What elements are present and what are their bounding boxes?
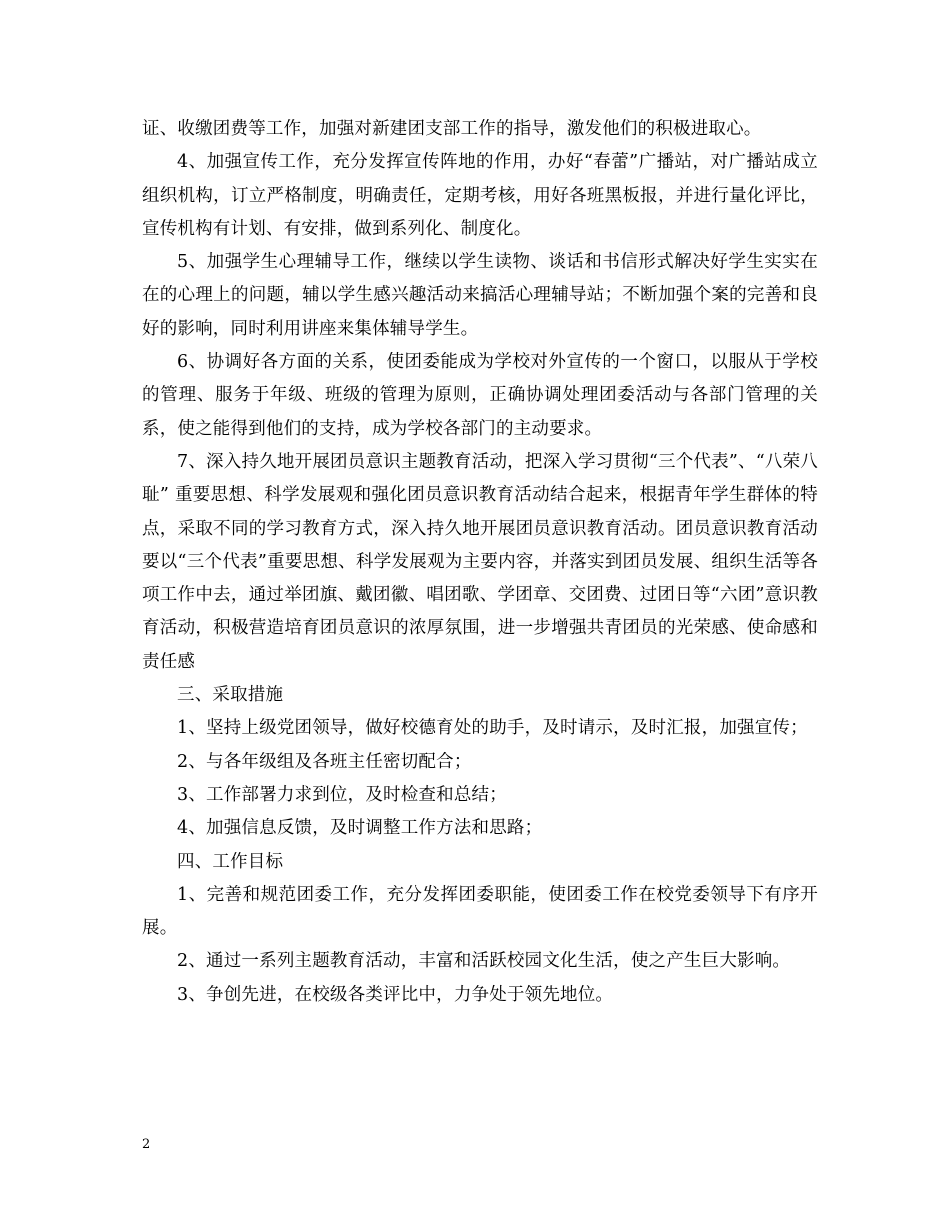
- goal-item-3: 3、争创先进，在校级各类评比中，力争处于领先地位。: [177, 984, 614, 1005]
- paragraph-item-5-counseling: 5、加强学生心理辅导工作，继续以学生读物、谈话和书信形式解决好学生实实在在的心理上的问题，辅以学生感兴趣活动来搞活心理辅导站；不断加强个案的完善和良好的影响，同时利用讲座来集体辅导学生。: [142, 252, 818, 339]
- section-heading-goals: 四、工作目标: [177, 851, 284, 872]
- measure-item-1: 1、坚持上级党团领导，做好校德育处的助手，及时请示，及时汇报，加强宣传；: [177, 718, 808, 739]
- page-number: 2: [142, 1137, 151, 1152]
- goal-item-1: 1、完善和规范团委工作，充分发挥团委职能，使团委工作在校党委领导下有序开展。: [142, 884, 818, 939]
- measure-item-3: 3、工作部署力求到位，及时检查和总结；: [177, 784, 507, 805]
- measure-item-2: 2、与各年级组及各班主任密切配合；: [177, 751, 472, 772]
- paragraph-item-7-education: 7、深入持久地开展团员意识主题教育活动，把深入学习贯彻“三个代表”、“八荣八耻” 重要思想、科学发展观和强化团员意识教育活动结合起来，根据青年学生群体的特点，采取不同的学习教育方式，深入持久地开展团员意识教育活动。团员意识教育活动要以“三个代表”重要思想、科学发展观为主要内容，并落实到团员发展、组织生活等各项工作中去，通过举团旗、戴团徽、唱团歌、学团章、交团费、过团日等“六团”意识教育活动，积极营造培育团员意识的浓厚氛围，进一步增强共青团员的光荣感、使命感和责任感: [142, 451, 818, 672]
- goal-item-2: 2、通过一系列主题教育活动，丰富和活跃校园文化生活，使之产生巨大影响。: [177, 951, 791, 972]
- paragraph-item-4-publicity: 4、加强宣传工作，充分发挥宣传阵地的作用，办好“春蕾”广播站，对广播站成立组织机构，订立严格制度，明确责任，定期考核，用好各班黑板报，并进行量化评比，宣传机构有计划、有安排，做到系列化、制度化。: [142, 152, 818, 239]
- document-body: [142, 113, 818, 1012]
- section-heading-measures: 三、采取措施: [177, 685, 284, 706]
- paragraph-continuation: 证、收缴团费等工作，加强对新建团支部工作的指导，激发他们的积极进取心。: [142, 119, 762, 139]
- paragraph-item-6-coordination: 6、协调好各方面的关系，使团委能成为学校对外宣传的一个窗口，以服从于学校的管理、服务于年级、班级的管理为原则，正确协调处理团委活动与各部门管理的关系，使之能得到他们的支持，成为学校各部门的主动要求。: [142, 352, 818, 439]
- measure-item-4: 4、加强信息反馈，及时调整工作方法和思路；: [177, 818, 543, 839]
